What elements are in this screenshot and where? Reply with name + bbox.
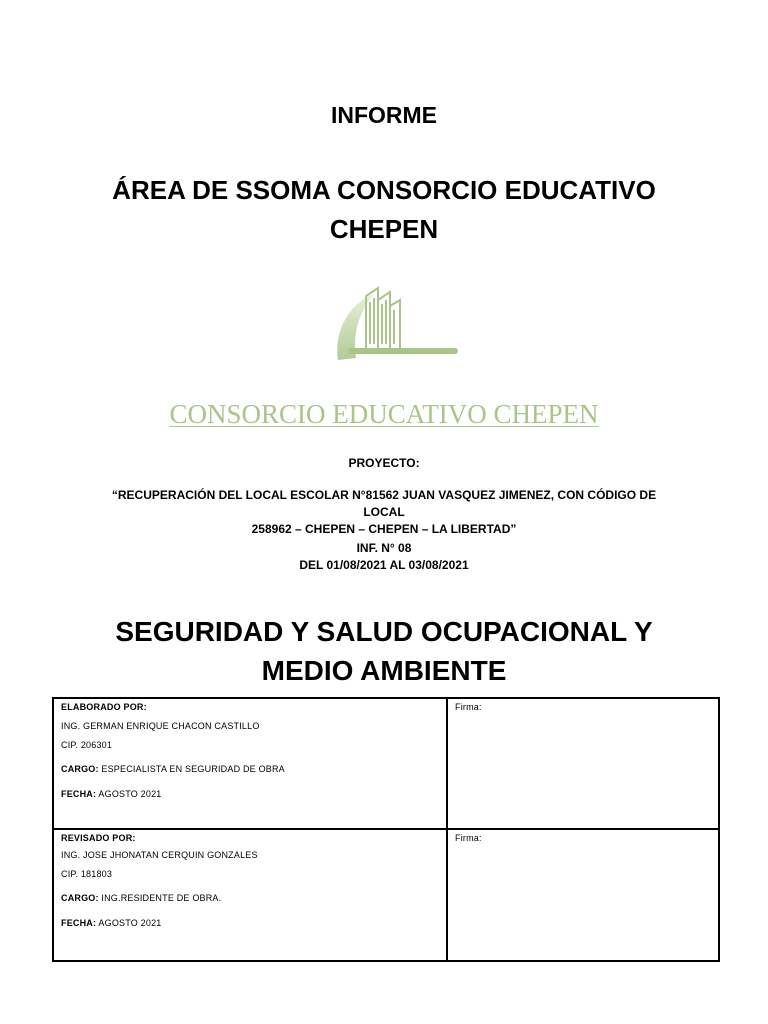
elaborado-name: ING. GERMAN ENRIQUE CHACON CASTILLO	[61, 721, 260, 731]
fecha-value: AGOSTO 2021	[98, 918, 162, 928]
revisado-info-cell	[53, 829, 447, 961]
section-title-line2: MEDIO AMBIENTE	[261, 655, 507, 686]
revisado-name: ING. JOSE JHONATAN CERQUIN GONZALES	[61, 850, 258, 860]
project-description	[0, 487, 768, 538]
company-brand-name: CONSORCIO EDUCATIVO CHEPEN	[169, 399, 599, 429]
revisado-role-label: REVISADO POR:	[61, 833, 136, 843]
fecha-label: FECHA:	[61, 789, 97, 799]
project-description-line2: 258962 – CHEPEN – CHEPEN – LA LIBERTAD”	[251, 522, 517, 536]
project-description-line1: “RECUPERACIÓN DEL LOCAL ESCOLAR N°81562 JUAN VASQUEZ JIMENEZ, CON CÓDIGO DE LOCAL	[111, 488, 657, 519]
signature-table	[52, 697, 720, 962]
building-logo-icon	[330, 282, 460, 366]
section-title-line1: SEGURIDAD Y SALUD OCUPACIONAL Y	[115, 616, 653, 647]
fecha-value: AGOSTO 2021	[98, 789, 162, 799]
elaborado-role-label: ELABORADO POR:	[61, 702, 147, 712]
revisado-signature-cell[interactable]	[447, 829, 719, 961]
area-title-line1: ÁREA DE SSOMA CONSORCIO EDUCATIVO	[112, 175, 656, 205]
firma-label: Firma:	[455, 702, 482, 712]
area-title	[0, 171, 768, 249]
revisado-fecha	[61, 918, 439, 928]
area-title-line2: CHEPEN	[329, 214, 439, 244]
cargo-value: ING.RESIDENTE DE OBRA.	[101, 893, 222, 903]
report-type-title: INFORME	[330, 102, 438, 128]
cargo-label: CARGO:	[61, 764, 99, 774]
elaborado-fecha	[61, 789, 439, 799]
elaborado-info-cell	[53, 698, 447, 829]
elaborado-signature-cell[interactable]	[447, 698, 719, 829]
cargo-label: CARGO:	[61, 893, 99, 903]
fecha-label: FECHA:	[61, 918, 97, 928]
report-number: INF. N° 08	[356, 541, 412, 555]
elaborado-cargo	[61, 764, 439, 774]
signature-row-elaborado	[53, 698, 719, 829]
report-dates: DEL 01/08/2021 AL 03/08/2021	[299, 558, 469, 572]
cargo-value: ESPECIALISTA EN SEGURIDAD DE OBRA	[101, 764, 285, 774]
revisado-cip: CIP. 181803	[61, 869, 113, 879]
project-label: PROYECTO:	[348, 456, 420, 470]
revisado-cargo	[61, 893, 439, 903]
firma-label: Firma:	[455, 833, 482, 843]
elaborado-cip: CIP. 206301	[61, 740, 113, 750]
section-title	[0, 612, 768, 690]
signature-row-revisado	[53, 829, 719, 961]
